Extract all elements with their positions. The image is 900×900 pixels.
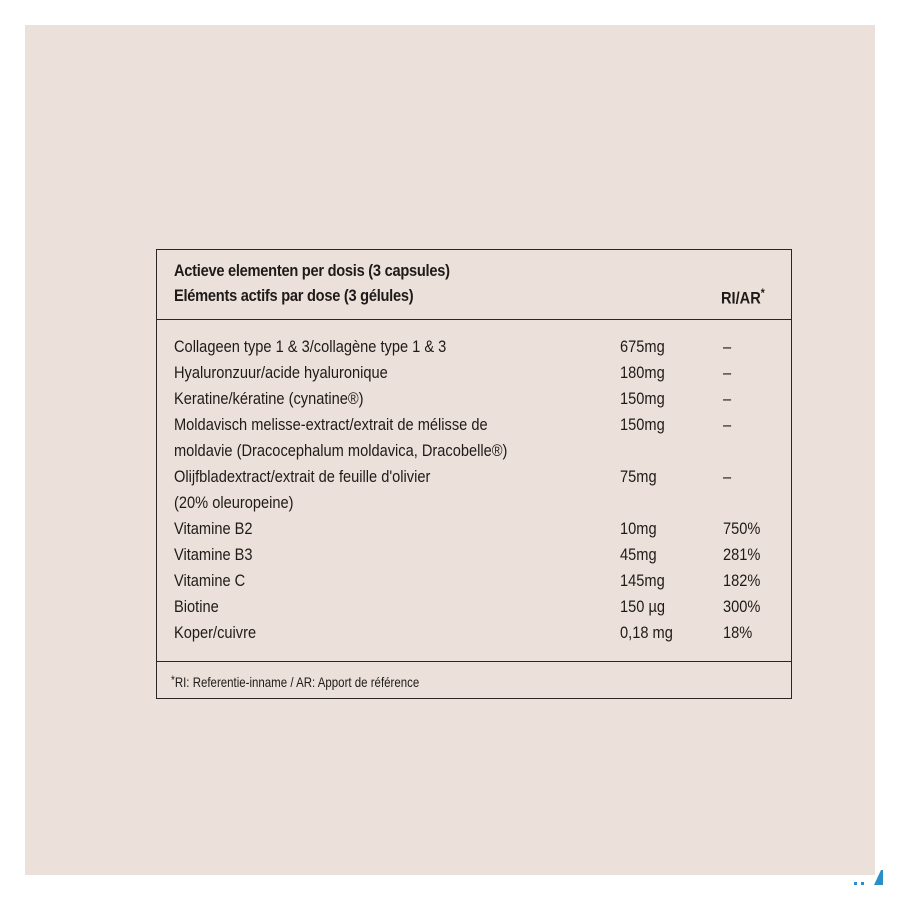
ingredient-amount: 150mg bbox=[620, 415, 665, 434]
ingredient-ri-value: – bbox=[723, 363, 732, 382]
ingredient-name: Vitamine B2 bbox=[174, 519, 253, 538]
ingredient-name: Collageen type 1 & 3/collagène type 1 & 3 bbox=[174, 337, 447, 356]
ingredient-ri-value: 300% bbox=[723, 597, 761, 616]
ingredient-name: Biotine bbox=[174, 597, 219, 616]
header-title-french: Eléments actifs par dose (3 gélules) bbox=[174, 286, 414, 305]
ingredient-amount: 675mg bbox=[620, 337, 665, 356]
ingredient-ri-value: – bbox=[723, 415, 732, 434]
ri-header-star: * bbox=[760, 286, 765, 300]
table-row bbox=[157, 334, 791, 360]
ingredient-amount: 150 µg bbox=[620, 597, 666, 616]
table-row bbox=[157, 542, 791, 568]
ri-column-header bbox=[721, 286, 765, 309]
ingredient-ri-value: 18% bbox=[723, 623, 753, 642]
ingredient-amount: 145mg bbox=[620, 571, 665, 590]
table-row bbox=[157, 568, 791, 594]
ingredient-amount: 180mg bbox=[620, 363, 665, 382]
corner-logo-icon bbox=[848, 860, 888, 890]
table-row bbox=[157, 620, 791, 646]
table-footnote bbox=[157, 661, 791, 698]
ingredient-name: moldavie (Dracocephalum moldavica, Dracobelle®) bbox=[174, 441, 508, 460]
ingredient-name: Moldavisch melisse-extract/extrait de mélisse de bbox=[174, 415, 488, 434]
table-row bbox=[157, 386, 791, 412]
footnote-label: RI: Referentie-inname / AR: Apport de référence bbox=[174, 674, 420, 690]
table-row bbox=[157, 360, 791, 386]
ingredient-name: Olijfbladextract/extrait de feuille d'olivier bbox=[174, 467, 431, 486]
table-header bbox=[157, 250, 791, 320]
ri-header-label: RI/AR bbox=[721, 288, 761, 308]
ingredient-ri-value: 281% bbox=[723, 545, 761, 564]
ingredient-name: Hyaluronzuur/acide hyaluronique bbox=[174, 363, 388, 382]
ingredient-ri-value: 750% bbox=[723, 519, 761, 538]
ingredient-amount: 0,18 mg bbox=[620, 623, 673, 642]
ingredient-amount: 150mg bbox=[620, 389, 665, 408]
ingredient-ri-value: – bbox=[723, 389, 732, 408]
ingredient-ri-value: – bbox=[723, 337, 732, 356]
nutrition-table bbox=[156, 249, 792, 699]
footnote-text bbox=[171, 673, 419, 690]
ingredient-amount: 75mg bbox=[620, 467, 657, 486]
table-row bbox=[157, 464, 791, 516]
header-title-dutch: Actieve elementen per dosis (3 capsules) bbox=[174, 261, 450, 280]
label-background bbox=[25, 25, 875, 875]
ingredient-amount: 10mg bbox=[620, 519, 657, 538]
ingredient-name: (20% oleuropeine) bbox=[174, 493, 294, 512]
table-row bbox=[157, 516, 791, 542]
ingredient-ri-value: – bbox=[723, 467, 732, 486]
table-row bbox=[157, 412, 791, 464]
ingredient-name: Koper/cuivre bbox=[174, 623, 257, 642]
ingredient-amount: 45mg bbox=[620, 545, 657, 564]
table-row bbox=[157, 594, 791, 620]
ingredient-name: Vitamine B3 bbox=[174, 545, 253, 564]
ingredient-name: Vitamine C bbox=[174, 571, 246, 590]
footnote-star: * bbox=[171, 673, 175, 687]
ingredient-ri-value: 182% bbox=[723, 571, 761, 590]
ingredient-name: Keratine/kératine (cynatine®) bbox=[174, 389, 364, 408]
